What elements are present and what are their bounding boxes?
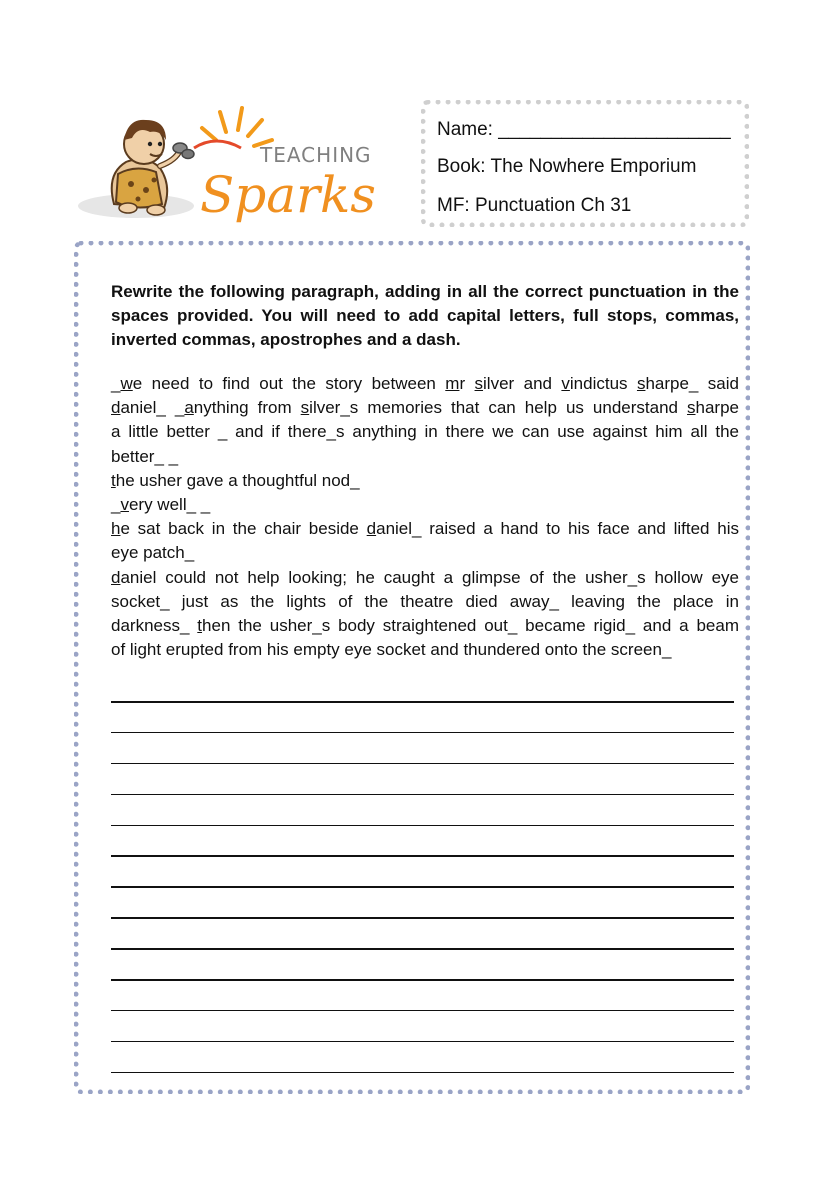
teaching-sparks-logo: [76, 104, 386, 226]
instructions-text: Rewrite the following paragraph, adding in all the correct punctuation in the spaces provided. You will need to add capital letters, full stops, commas, inverted commas, apostrophes and a dash.: [111, 282, 739, 349]
writing-line[interactable]: [111, 917, 734, 919]
name-field[interactable]: Name: ______________________: [437, 119, 731, 140]
passage-line: of light erupted from his empty eye socket and thundered onto the screen_: [111, 640, 672, 660]
student-info-box: [421, 100, 749, 227]
passage-line: he sat back in the chair beside daniel_ raised a hand to his face and lifted his: [111, 519, 739, 539]
writing-line[interactable]: [111, 763, 734, 765]
caveman-mascot-icon: [76, 104, 386, 226]
writing-line[interactable]: [111, 1041, 734, 1043]
writing-line[interactable]: [111, 825, 734, 827]
brand-sparks: Sparks: [200, 166, 376, 224]
writing-line[interactable]: [111, 1010, 734, 1012]
writing-line[interactable]: [111, 855, 734, 857]
passage-line: eye patch_: [111, 543, 195, 563]
writing-line[interactable]: [111, 886, 734, 888]
writing-line[interactable]: [111, 1072, 734, 1074]
passage-line: the usher gave a thoughtful nod_: [111, 470, 360, 490]
worksheet-panel: [74, 241, 750, 1094]
passage-line: _very well_ _: [111, 495, 211, 515]
writing-line[interactable]: [111, 732, 734, 734]
passage-line: socket_ just as the lights of the theatre died away_ leaving the place in: [111, 591, 739, 611]
passage-line: better_ _: [111, 446, 179, 466]
writing-line[interactable]: [111, 701, 734, 703]
writing-line[interactable]: [111, 979, 734, 981]
passage-line: a little better _ and if there_s anything in there we can use against him all the: [111, 422, 739, 442]
writing-line[interactable]: [111, 794, 734, 796]
writing-line[interactable]: [111, 948, 734, 950]
brand-teaching: TEACHING: [260, 143, 372, 167]
passage-line: _we need to find out the story between mr silver and vindictus sharpe_ said: [111, 374, 739, 393]
passage-line: daniel_ _anything from silver_s memories that can help us understand sharpe: [111, 398, 739, 418]
passage-line: daniel could not help looking; he caught a glimpse of the usher_s hollow eye: [111, 567, 739, 587]
book-label: Book: The Nowhere Emporium: [437, 156, 697, 177]
passage-line: darkness_ then the usher_s body straightened out_ became rigid_ and a beam: [111, 616, 739, 636]
punctuation-passage: [111, 372, 739, 662]
mf-label: MF: Punctuation Ch 31: [437, 195, 632, 216]
writing-lines[interactable]: [111, 701, 734, 1103]
